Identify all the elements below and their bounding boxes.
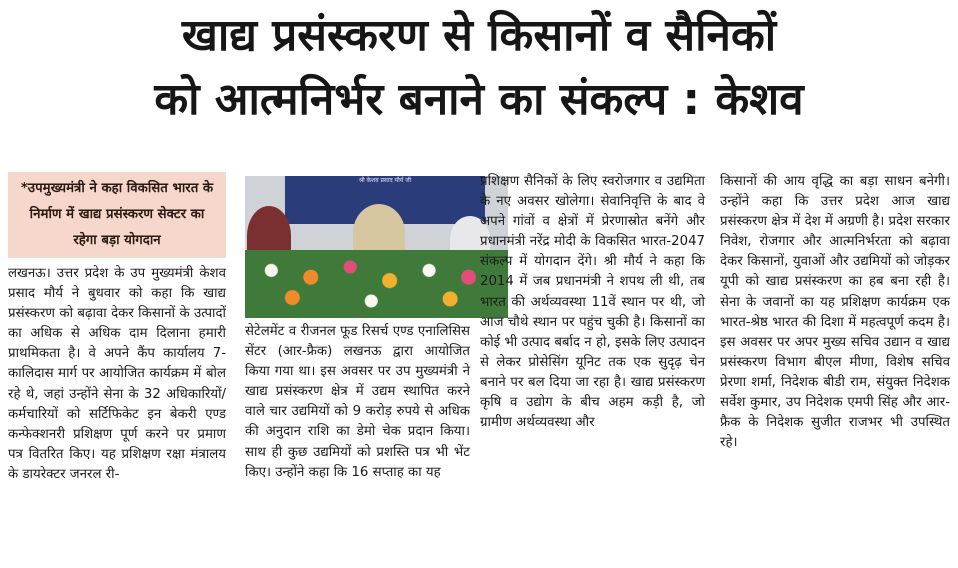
column-3-text: प्रशिक्षण सैनिकों के लिए स्वरोजगार व उद्यमिता के नए अवसर खोलेगा। सेवानिवृत्ति के बाद वे अपने गांवों व क्षेत्रों में प्रेरणास्रोत बनेंगे और प्रधानमंत्री नरेंद्र मोदी के विकसित भारत-2047 संकल्प में योगदान देंगे। श्री मौर्य ने कहा कि 2014 में जब प्रधानमंत्री ने शपथ ली थी, तब भारत की अर्थव्यवस्था 11वें स्थान पर थी, जो आज चौथे स्थान पर पहुंच चुकी है। किसानों का कोई भी उत्पाद बर्बाद न हो, इसके लिए उत्पादन से लेकर प्रोसेसिंग यूनिट तक एक सुदृढ़ चेन बनाने पर बल दिया जा रहा है। खाद्य प्रसंस्करण कृषि व उद्योग के बीच अहम कड़ी है, जो ग्रामीण अर्थव्यवस्था और xyxy=(480,174,705,431)
article-column-1 xyxy=(8,264,226,485)
news-photo xyxy=(245,176,508,318)
headline xyxy=(0,4,958,132)
photo-banner-text: श्री केशव प्रसाद मौर्य जी xyxy=(358,177,412,184)
article-column-3 xyxy=(480,172,705,433)
pull-quote: *उपमुख्यमंत्री ने कहा विकसित भारत के निर्माण में खाद्य प्रसंस्करण सेक्टर का रहेगा बड़ा योगदान xyxy=(8,172,226,258)
headline-line-1: खाद्य प्रसंस्करण से किसानों व सैनिकों xyxy=(181,10,777,61)
flower-arrangement xyxy=(245,250,508,318)
headline-line-2: को आत्मनिर्भर बनाने का संकल्प : केशव xyxy=(154,74,804,125)
article-column-2 xyxy=(245,322,470,483)
column-4-text: किसानों की आय वृद्धि का बड़ा साधन बनेगी। उन्होंने कहा कि उत्तर प्रदेश आज खाद्य प्रसंस्करण क्षेत्र में देश में अग्रणी है। प्रदेश सरकार निवेश, रोजगार और आत्मनिर्भरता को बढ़ावा देकर किसानों, युवाओं और उद्यमियों को जोड़कर यूपी को खाद्य प्रसंस्करण का हब बना रही है। सेना के जवानों का यह प्रशिक्षण कार्यक्रम एक भारत-श्रेष्ठ भारत की दिशा में महत्वपूर्ण कदम है। इस अवसर पर अपर मुख्य सचिव उद्यान व खाद्य प्रसंस्करण विभाग बीएल मीणा, विशेष सचिव प्रेरणा शर्मा, निदेशक बीडी राम, संयुक्त निदेशक सर्वेश कुमार, उप निदेशक एमपी सिंह और आर-फ्रैक के निदेशक सुजीत राजभर भी उपस्थित रहे। xyxy=(720,174,950,451)
column-1-text: लखनऊ। उत्तर प्रदेश के उप मुख्यमंत्री केशव प्रसाद मौर्य ने बुधवार को कहा कि खाद्य प्रसंस्करण को बढ़ावा देकर किसानों के उत्पादों का अधिक से अधिक दाम दिलाना हमारी प्राथमिकता है। वे अपने कैंप कार्यालय 7-कालिदास मार्ग पर आयोजित कार्यक्रम में बोल रहे थे, जहां उन्होंने सेना के 32 अधिकारियों/कर्मचारियों को सर्टिफिकेट इन बेकरी एण्ड कन्फेक्शनरी प्रशिक्षण पूर्ण करने पर प्रमाण पत्र वितरित किए। यह प्रशिक्षण रक्षा मंत्रालय के डायरेक्टर जनरल री- xyxy=(8,266,226,482)
article-column-4 xyxy=(720,172,950,453)
column-2-text: सेटेलमेंट व रीजनल फूड रिसर्च एण्ड एनालिसिस सेंटर (आर-फ्रैक) लखनऊ द्वारा आयोजित किया गया था। इस अवसर पर उप मुख्यमंत्री ने खाद्य प्रसंस्करण क्षेत्र में उद्यम स्थापित करने वाले चार उद्यमियों को 9 करोड़ रुपये से अधिक की अनुदान राशि का डेमो चेक प्रदान किया। साथ ही कुछ उद्यमियों को प्रशस्ति पत्र भी भेंट किए। उन्होंने कहा कि 16 सप्ताह का यह xyxy=(245,324,470,480)
